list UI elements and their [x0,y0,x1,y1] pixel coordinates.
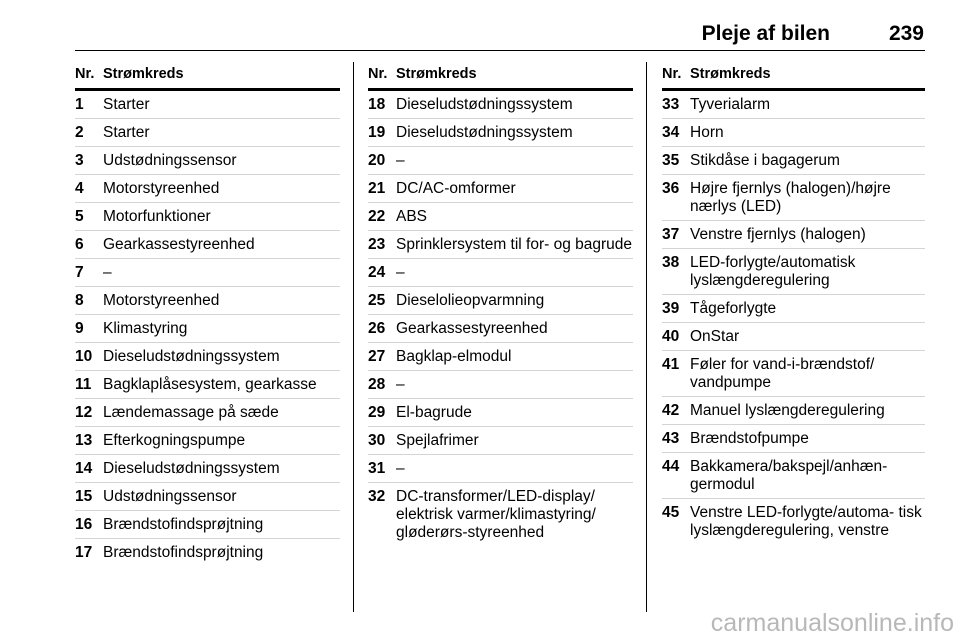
fuse-table-column-1 [75,66,340,566]
circuit-name: Gearkassestyreenhed [103,235,255,253]
table-row [662,323,925,351]
header-circuit: Strømkreds [103,66,184,82]
circuit-name: Tyverialarm [690,95,771,113]
table-row [662,91,925,119]
fuse-number: 4 [75,179,84,197]
table-row [368,91,633,119]
fuse-number: 20 [368,151,386,169]
fuse-number: 1 [75,95,84,113]
table-row [368,343,633,371]
circuit-name: Venstre LED-forlygte/automa- tisk lyslængderegulering, venstre [690,503,922,539]
table-row [75,539,340,566]
table-row [75,427,340,455]
circuit-name: Venstre fjernlys (halogen) [690,225,866,243]
circuit-name: – [103,263,112,281]
circuit-name: Motorstyreenhed [103,179,220,197]
header-circuit: Strømkreds [396,66,477,82]
table-row [662,119,925,147]
circuit-name: Manuel lyslængderegulering [690,401,885,419]
fuse-number: 5 [75,207,84,225]
fuse-number: 23 [368,235,386,253]
circuit-name: Lændemassage på sæde [103,403,279,421]
circuit-name: Dieseludstødningssystem [103,347,280,365]
table-row [368,483,633,546]
fuse-number: 29 [368,403,386,421]
table-row [368,399,633,427]
fuse-number: 45 [662,503,680,521]
fuse-number: 15 [75,487,93,505]
fuse-number: 24 [368,263,386,281]
fuse-number: 32 [368,487,386,505]
fuse-number: 36 [662,179,680,197]
circuit-name: DC/AC-omformer [396,179,516,197]
table-row [662,453,925,499]
page-number: 239 [888,22,924,45]
circuit-name: ABS [396,207,428,225]
table-row [75,483,340,511]
fuse-number: 37 [662,225,680,243]
table-row [75,399,340,427]
circuit-name: El-bagrude [396,403,472,421]
fuse-number: 38 [662,253,680,271]
column-divider [353,62,354,612]
fuse-number: 3 [75,151,84,169]
circuit-name: Bakkamera/bakspejl/anhæn- germodul [690,457,888,493]
fuse-number: 11 [75,375,92,393]
fuse-number: 13 [75,431,93,449]
fuse-number: 42 [662,401,680,419]
circuit-name: Horn [690,123,724,141]
fuse-number: 25 [368,291,386,309]
table-row [75,175,340,203]
fuse-number: 9 [75,319,84,337]
circuit-name: Udstødningssensor [103,151,237,169]
table-row [662,351,925,397]
header-nr: Nr. [662,66,682,82]
table-row [368,287,633,315]
table-row [75,371,340,399]
table-row [75,119,340,147]
fuse-number: 2 [75,123,84,141]
fuse-number: 43 [662,429,680,447]
circuit-name: Efterkogningspumpe [103,431,246,449]
table-row [368,259,633,287]
table-row [662,147,925,175]
circuit-name: Motorstyreenhed [103,291,220,309]
table-row [368,455,633,483]
fuse-number: 8 [75,291,84,309]
fuse-number: 19 [368,123,386,141]
circuit-name: Dieselolieopvarmning [396,291,545,309]
header-nr: Nr. [368,66,388,82]
circuit-name: Dieseludstødningssystem [396,95,573,113]
table-row [368,119,633,147]
table-row [75,315,340,343]
fuse-number: 31 [368,459,386,477]
circuit-name: Klimastyring [103,319,188,337]
circuit-name: Brændstofpumpe [690,429,809,447]
circuit-name: Motorfunktioner [103,207,211,225]
fuse-number: 40 [662,327,680,345]
circuit-name: Gearkassestyreenhed [396,319,548,337]
fuse-number: 7 [75,263,84,281]
fuse-number: 21 [368,179,386,197]
fuse-number: 34 [662,123,680,141]
watermark-brand: carmanualsonline.info [710,609,954,637]
table-row [368,371,633,399]
circuit-name: – [396,375,405,393]
fuse-number: 28 [368,375,386,393]
page-title: Pleje af bilen [701,22,830,45]
fuse-number: 33 [662,95,680,113]
header-rule [75,50,925,51]
table-header [75,66,340,91]
fuse-number: 6 [75,235,84,253]
circuit-name: Højre fjernlys (halogen)/højre nærlys (LED) [690,179,891,215]
circuit-name: OnStar [690,327,740,345]
fuse-number: 27 [368,347,386,365]
table-row [75,287,340,315]
table-row [662,295,925,323]
circuit-name: LED-forlygte/automatisk lyslængderegulering [690,253,856,289]
table-header [662,66,925,91]
circuit-name: Udstødningssensor [103,487,237,505]
table-header [368,66,633,91]
fuse-number: 22 [368,207,386,225]
table-row [368,203,633,231]
table-row [662,425,925,453]
fuse-number: 17 [75,543,93,561]
circuit-name: Brændstofindsprøjtning [103,543,264,561]
fuse-number: 14 [75,459,93,477]
circuit-name: Spejlafrimer [396,431,479,449]
table-row [662,249,925,295]
fuse-number: 44 [662,457,680,475]
table-row [75,91,340,119]
fuse-number: 26 [368,319,386,337]
table-row [368,175,633,203]
circuit-name: DC-transformer/LED-display/ elektrisk varmer/klimastyring/ gløderørs-styreenhed [396,487,596,541]
header-circuit: Strømkreds [690,66,771,82]
fuse-number: 10 [75,347,93,365]
fuse-number: 16 [75,515,93,533]
circuit-name: Føler for vand-i-brændstof/ vandpumpe [690,355,875,391]
table-row [75,147,340,175]
table-row [75,511,340,539]
table-row [75,343,340,371]
circuit-name: – [396,151,405,169]
fuse-number: 12 [75,403,93,421]
fuse-number: 18 [368,95,386,113]
table-row [662,221,925,249]
circuit-name: Brændstofindsprøjtning [103,515,264,533]
circuit-name: – [396,263,405,281]
circuit-name: Stikdåse i bagagerum [690,151,840,169]
circuit-name: – [396,459,405,477]
table-row [75,455,340,483]
fuse-number: 35 [662,151,680,169]
circuit-name: Sprinklersystem til for- og bagrude [396,235,633,253]
circuit-name: Dieseludstødningssystem [103,459,280,477]
fuse-table-column-3 [662,66,925,544]
circuit-name: Tågeforlygte [690,299,777,317]
table-row [368,427,633,455]
table-row [368,315,633,343]
circuit-name: Dieseludstødningssystem [396,123,573,141]
circuit-name: Starter [103,123,150,141]
table-row [662,175,925,221]
table-row [662,499,925,544]
circuit-name: Bagklaplåsesystem, gearkasse [103,375,317,393]
circuit-name: Bagklap-elmodul [396,347,512,365]
table-row [662,397,925,425]
table-row [75,203,340,231]
table-row [368,231,633,259]
table-row [368,147,633,175]
header-nr: Nr. [75,66,95,82]
fuse-number: 39 [662,299,680,317]
table-row [75,231,340,259]
fuse-table-column-2 [368,66,633,546]
fuse-number: 30 [368,431,386,449]
fuse-number: 41 [662,355,680,373]
column-divider [646,62,647,612]
table-row [75,259,340,287]
circuit-name: Starter [103,95,150,113]
